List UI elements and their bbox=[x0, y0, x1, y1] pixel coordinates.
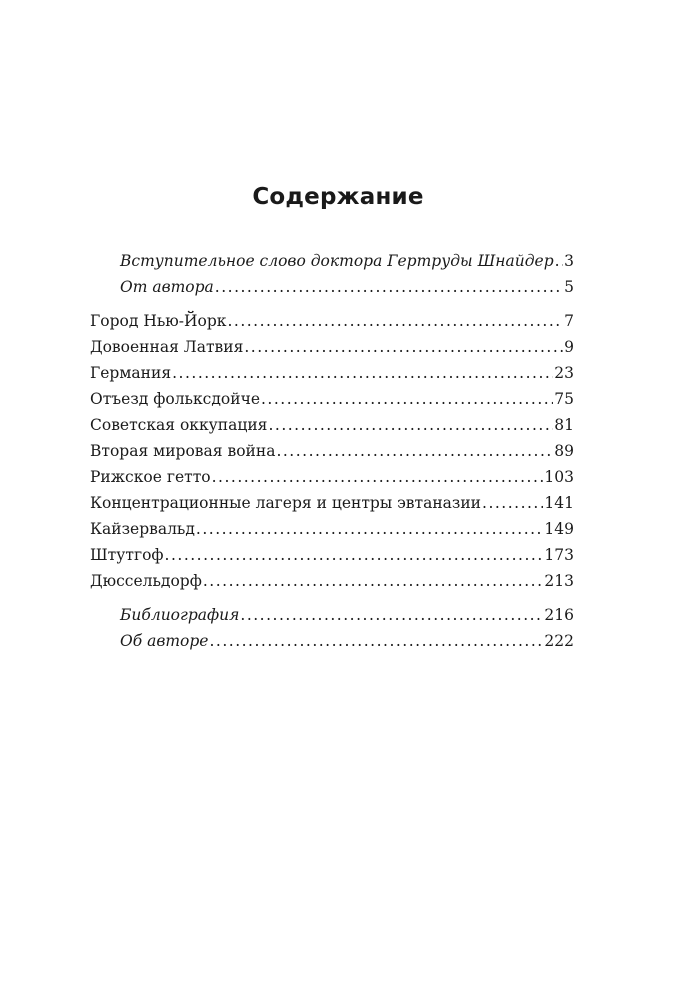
front-matter-list bbox=[90, 248, 574, 300]
toc-entry-title: Отъезд фольксдойче bbox=[90, 390, 260, 408]
section-gap bbox=[90, 300, 574, 308]
dot-leader bbox=[244, 334, 563, 360]
toc-entry[interactable] bbox=[90, 248, 574, 274]
table-of-contents bbox=[90, 248, 574, 654]
toc-entry[interactable] bbox=[90, 360, 574, 386]
toc-entry-title: От автора bbox=[120, 278, 214, 296]
toc-entry[interactable] bbox=[90, 464, 574, 490]
dot-leader bbox=[212, 464, 544, 490]
dot-leader bbox=[268, 412, 553, 438]
toc-entry-page-number: 23 bbox=[554, 364, 574, 382]
toc-entry[interactable] bbox=[90, 628, 574, 654]
toc-entry-title: Штутгоф bbox=[90, 546, 164, 564]
toc-entry-page-number: 89 bbox=[554, 442, 574, 460]
dot-leader bbox=[165, 542, 544, 568]
dot-leader bbox=[203, 568, 544, 594]
toc-entry[interactable] bbox=[90, 602, 574, 628]
toc-entry-page-number: 103 bbox=[544, 468, 574, 486]
toc-entry-title: Вступительное слово доктора Гертруды Шнайдер bbox=[120, 252, 554, 270]
dot-leader bbox=[172, 360, 553, 386]
toc-entry[interactable] bbox=[90, 308, 574, 334]
toc-entry[interactable] bbox=[90, 568, 574, 594]
toc-entry-page-number: 81 bbox=[554, 416, 574, 434]
dot-leader bbox=[196, 516, 543, 542]
toc-entry-page-number: 173 bbox=[544, 546, 574, 564]
dot-leader bbox=[215, 274, 563, 300]
toc-entry-title: Дюссельдорф bbox=[90, 572, 202, 590]
toc-entry-title: Вторая мировая война bbox=[90, 442, 276, 460]
toc-entry-title: Германия bbox=[90, 364, 172, 382]
toc-entry[interactable] bbox=[90, 542, 574, 568]
toc-entry-page-number: 216 bbox=[544, 606, 574, 624]
toc-entry-page-number: 149 bbox=[544, 520, 574, 538]
page-title: Содержание bbox=[252, 184, 424, 210]
toc-entry-page-number: 5 bbox=[564, 278, 574, 296]
toc-entry[interactable] bbox=[90, 516, 574, 542]
toc-entry[interactable] bbox=[90, 438, 574, 464]
dot-leader bbox=[209, 628, 543, 654]
toc-entry[interactable] bbox=[90, 386, 574, 412]
toc-entry-title: Советская оккупация bbox=[90, 416, 268, 434]
toc-entry-page-number: 3 bbox=[564, 252, 574, 270]
toc-entry-title: Концентрационные лагеря и центры эвтаназии bbox=[90, 494, 482, 512]
toc-entry[interactable] bbox=[90, 412, 574, 438]
toc-entry[interactable] bbox=[90, 490, 574, 516]
dot-leader bbox=[276, 438, 553, 464]
dot-leader bbox=[261, 386, 553, 412]
toc-entry-title: Кайзервальд bbox=[90, 520, 195, 538]
toc-entry-title: Библиография bbox=[120, 606, 240, 624]
dot-leader bbox=[227, 308, 563, 334]
toc-entry-page-number: 75 bbox=[554, 390, 574, 408]
toc-entry-title: Город Нью-Йорк bbox=[90, 312, 227, 330]
dot-leader bbox=[482, 490, 543, 516]
toc-entry[interactable] bbox=[90, 334, 574, 360]
toc-entry-page-number: 7 bbox=[564, 312, 574, 330]
dot-leader bbox=[555, 248, 564, 274]
toc-entry-page-number: 141 bbox=[544, 494, 574, 512]
toc-entry-title: Довоенная Латвия bbox=[90, 338, 244, 356]
toc-entry-page-number: 222 bbox=[544, 632, 574, 650]
back-matter-list bbox=[90, 602, 574, 654]
dot-leader bbox=[240, 602, 543, 628]
toc-entry-page-number: 213 bbox=[544, 572, 574, 590]
toc-entry-title: Рижское гетто bbox=[90, 468, 211, 486]
section-gap bbox=[90, 594, 574, 602]
toc-entry[interactable] bbox=[90, 274, 574, 300]
toc-entry-title: Об авторе bbox=[120, 632, 209, 650]
chapter-list bbox=[90, 308, 574, 594]
toc-entry-page-number: 9 bbox=[564, 338, 574, 356]
